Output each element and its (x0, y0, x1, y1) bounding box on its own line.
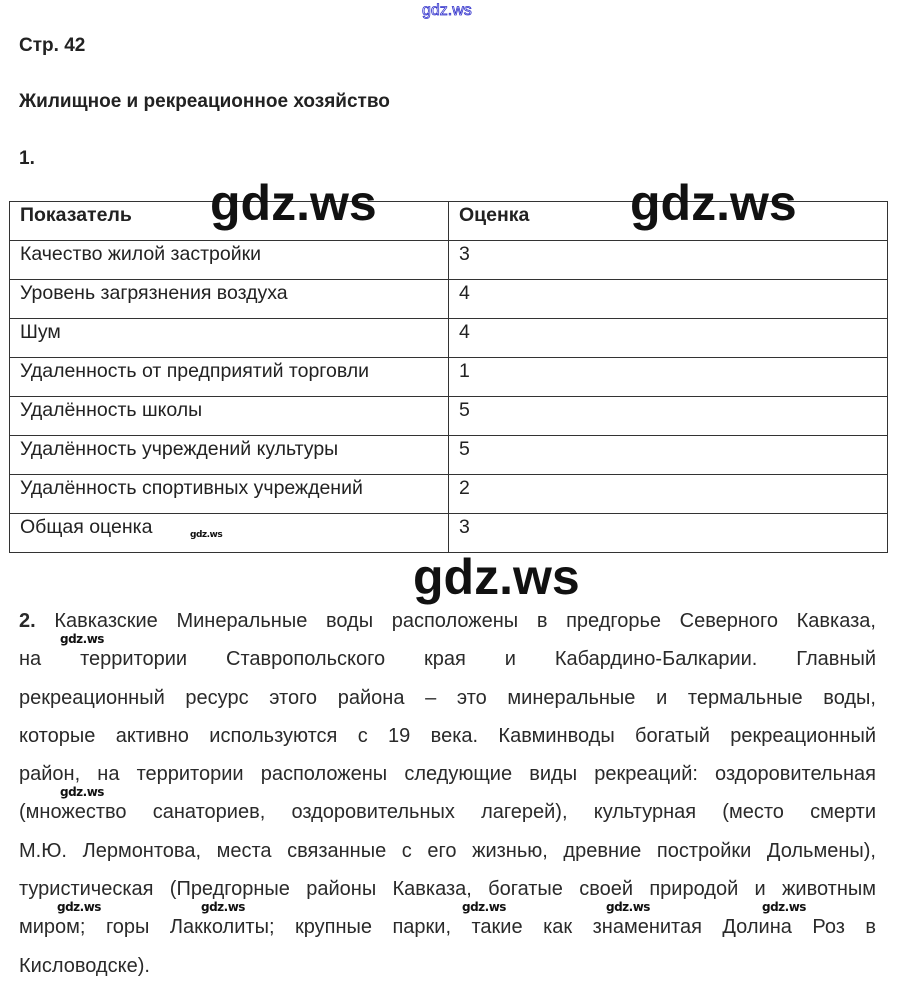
paragraph-line: район, на территории расположены следующие виды рекреаций: оздоровительная (19, 763, 876, 786)
assessment-table (9, 201, 888, 553)
score-cell: 1 (449, 358, 888, 397)
table-row (10, 514, 888, 553)
score-cell: 5 (449, 397, 888, 436)
table-row (10, 436, 888, 475)
paragraph-line: миром; горы Лакколиты; крупные парки, такие как знаменитая Долина Роз в (19, 916, 876, 939)
watermark-large: gdz.ws (210, 175, 377, 231)
paragraph-line: которые активно используются с 19 века. Кавминводы богатый рекреационный (19, 724, 876, 747)
watermark-top: gdz.ws (422, 2, 472, 19)
table-row (10, 475, 888, 514)
task2-paragraph (19, 604, 876, 987)
watermark-small: gdz.ws (60, 632, 104, 646)
page-label: Стр. 42 (19, 35, 86, 56)
watermark-small: gdz.ws (762, 900, 806, 914)
watermark-small: gdz.ws (201, 900, 245, 914)
paragraph-line: туристическая (Предгорные районы Кавказа, богатые своей природой и животным (19, 878, 876, 901)
indicator-cell: Удаленность от предприятий торговли (10, 358, 449, 397)
paragraph-line: Кисловодске). (19, 954, 150, 977)
table-row (10, 280, 888, 319)
score-cell: 4 (449, 319, 888, 358)
score-cell: 2 (449, 475, 888, 514)
indicator-cell: Качество жилой застройки (10, 241, 449, 280)
task2-number: 2. (19, 610, 36, 632)
paragraph-line: (множество санаториев, оздоровительных лагерей), культурная (место смерти (19, 801, 876, 824)
indicator-cell: Уровень загрязнения воздуха (10, 280, 449, 319)
section-title: Жилищное и рекреационное хозяйство (19, 91, 390, 112)
line-text: Кавказские Минеральные воды расположены в предгорье Северного Кавказа, (54, 610, 876, 632)
paragraph-line: рекреационный ресурс этого района – это минеральные и термальные воды, (19, 686, 876, 709)
watermark-small: gdz.ws (606, 900, 650, 914)
watermark-small: gdz.ws (60, 785, 104, 799)
paragraph-line: М.Ю. Лермонтова, места связанные с его жизнью, древние постройки Дольмены), (19, 839, 876, 862)
watermark-large: gdz.ws (630, 175, 797, 231)
header-indicator: Показатель (10, 202, 449, 241)
score-cell: 3 (449, 514, 888, 553)
header-score: Оценка (449, 202, 888, 241)
watermark-small: gdz.ws (57, 900, 101, 914)
table-row (10, 241, 888, 280)
indicator-cell: Общая оценка (10, 514, 449, 553)
score-cell: 4 (449, 280, 888, 319)
indicator-cell: Удалённость школы (10, 397, 449, 436)
table-row (10, 358, 888, 397)
indicator-cell: Шум (10, 319, 449, 358)
paragraph-line: на территории Ставропольского края и Кабардино-Балкарии. Главный (19, 648, 876, 671)
watermark-small: gdz.ws (462, 900, 506, 914)
watermark-large: gdz.ws (413, 549, 580, 605)
table-row (10, 319, 888, 358)
indicator-cell: Удалённость учреждений культуры (10, 436, 449, 475)
watermark-small: gdz.ws (190, 530, 223, 540)
paragraph-line (19, 604, 876, 642)
task1-number: 1. (19, 148, 35, 169)
indicator-cell: Удалённость спортивных учреждений (10, 475, 449, 514)
score-cell: 5 (449, 436, 888, 475)
score-cell: 3 (449, 241, 888, 280)
table-row (10, 397, 888, 436)
